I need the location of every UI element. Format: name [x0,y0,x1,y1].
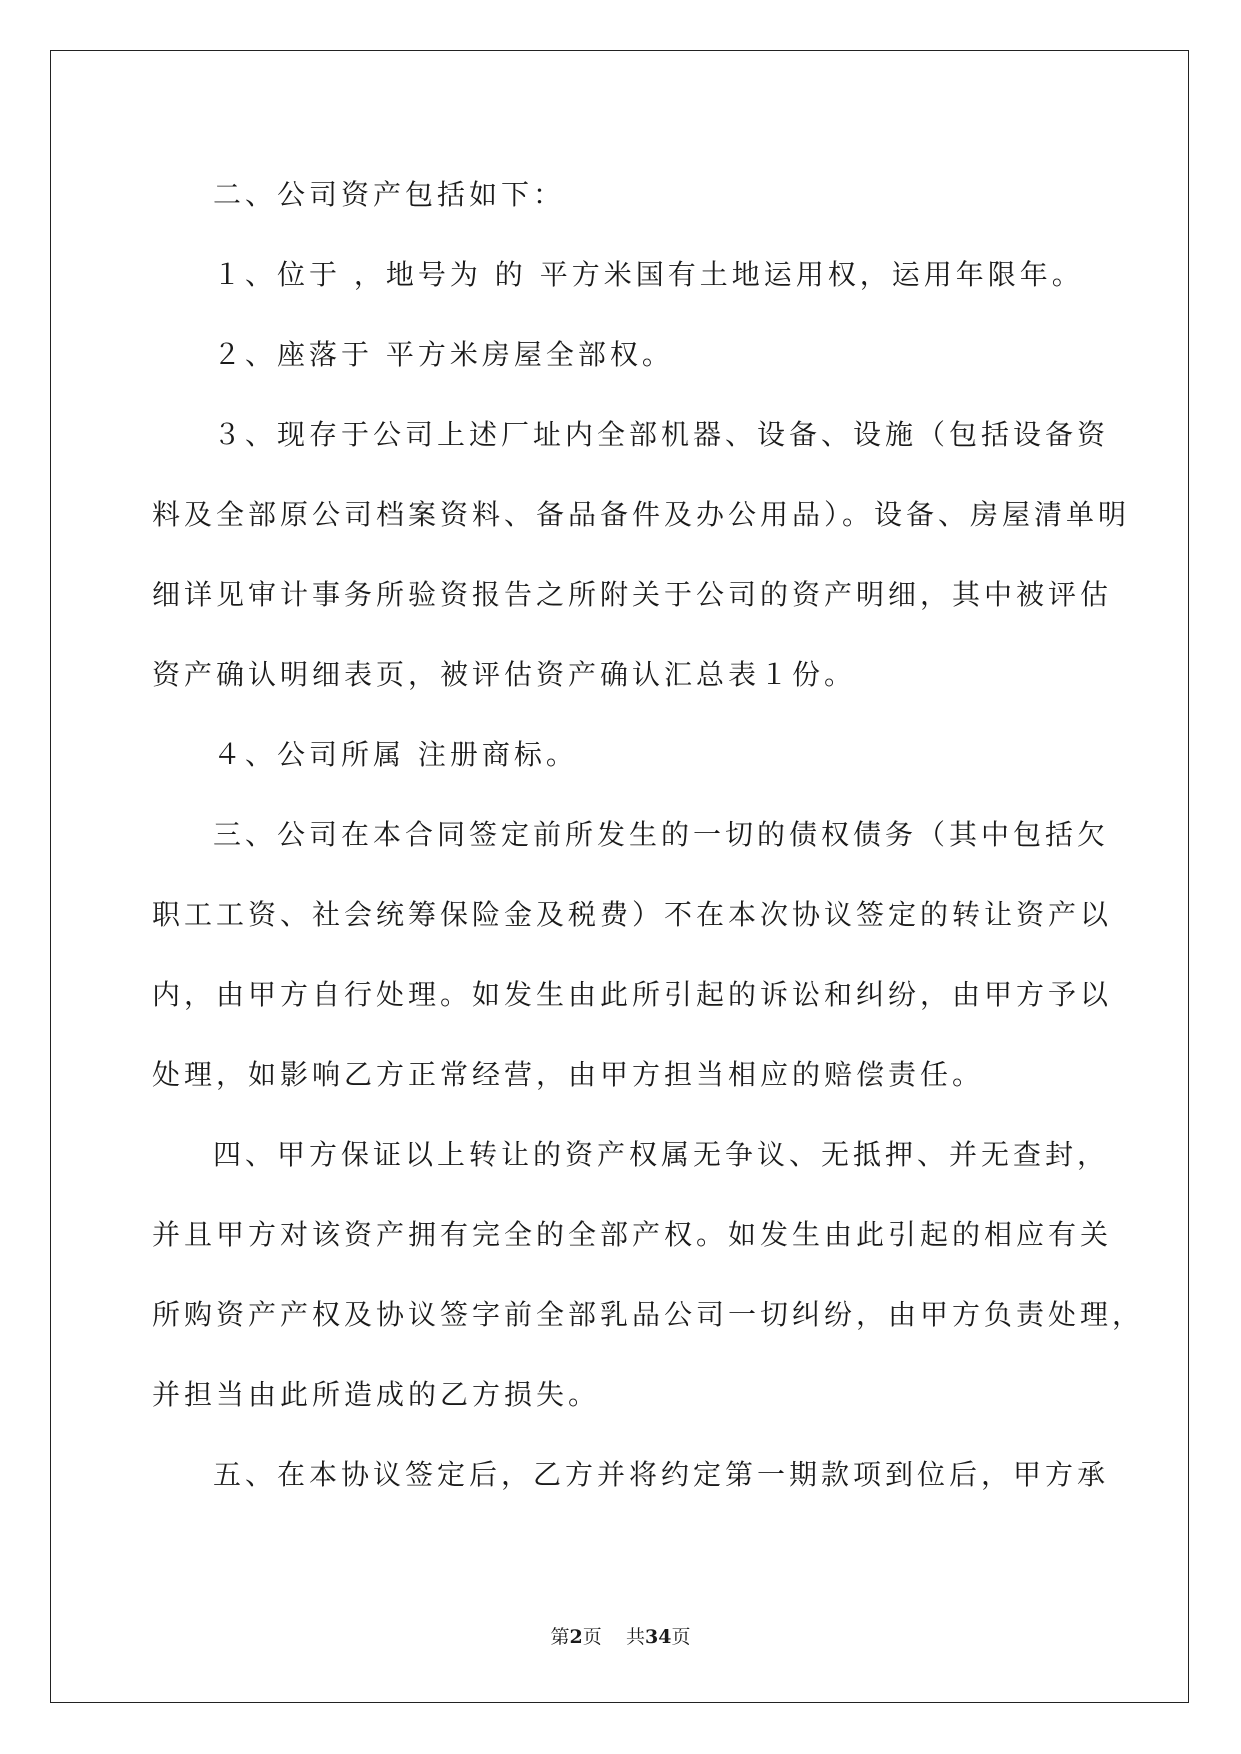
paragraph-line: ２、座落于 平方米房屋全部权。 [213,338,674,371]
footer-total-suffix: 页 [671,1626,691,1648]
page-footer [0,1625,1241,1649]
paragraph-line: ３、现存于公司上述厂址内全部机器、设备、设施（包括设备资 [213,418,1110,451]
paragraph-line: 所购资产产权及协议签字前全部乳品公司一切纠纷，由甲方负责处理， [152,1298,1145,1331]
footer-page-suffix: 页 [582,1626,602,1648]
paragraph-line: 料及全部原公司档案资料、备品备件及办公用品）。设备、房屋清单明 [152,498,1131,531]
paragraph-line: 并担当由此所造成的乙方损失。 [152,1378,601,1411]
current-page-number: 2 [569,1626,583,1648]
paragraph-line: 细详见审计事务所验资报告之所附关于公司的资产明细，其中被评估 [152,578,1113,611]
heading-four: 四、甲方保证以上转让的资产权属无争议、无抵押、并无查封， [213,1138,1110,1171]
heading-two: 二、公司资产包括如下： [213,178,566,211]
paragraph-line: 资产确认明细表页，被评估资产确认汇总表１份。 [152,658,857,691]
paragraph-line: １、位于 ，地号为 的 平方米国有土地运用权，运用年限年。 [213,258,1084,291]
footer-prefix: 第 [550,1626,570,1648]
paragraph-line: 处理，如影响乙方正常经营，由甲方担当相应的赔偿责任。 [152,1058,985,1091]
paragraph-line: 并且甲方对该资产拥有完全的全部产权。如发生由此引起的相应有关 [152,1218,1113,1251]
footer-total-prefix: 共 [625,1626,645,1648]
heading-five: 五、在本协议签定后，乙方并将约定第一期款项到位后，甲方承 [213,1458,1110,1491]
heading-three: 三、公司在本合同签定前所发生的一切的债权债务（其中包括欠 [213,818,1110,851]
paragraph-line: ４、公司所属 注册商标。 [213,738,578,771]
total-pages-number: 34 [644,1626,672,1648]
paragraph-line: 职工工资、社会统筹保险金及税费）不在本次协议签定的转让资产以 [152,898,1113,931]
paragraph-line: 内，由甲方自行处理。如发生由此所引起的诉讼和纠纷，由甲方予以 [152,978,1113,1011]
